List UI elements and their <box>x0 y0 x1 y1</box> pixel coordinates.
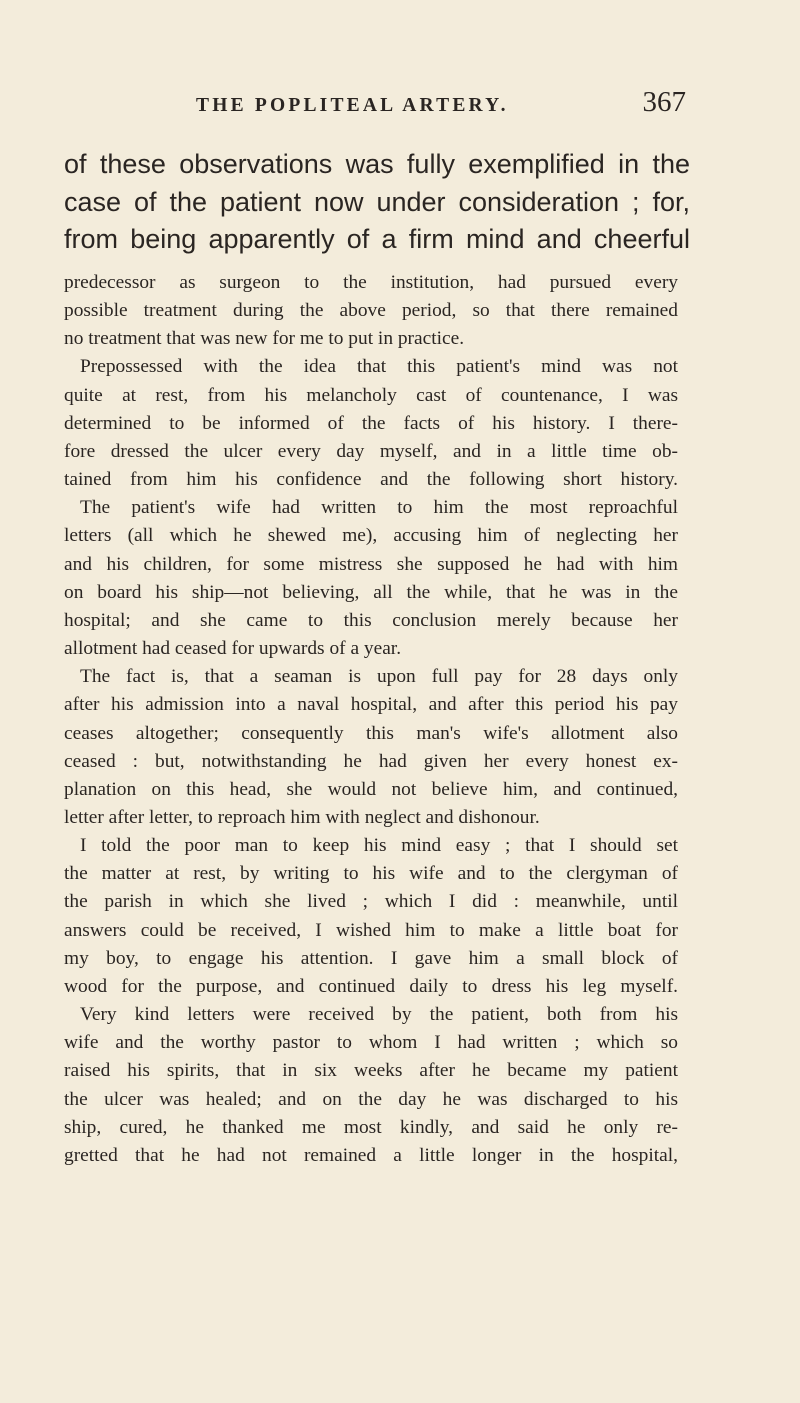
large-type-passage <box>64 146 690 259</box>
text-line: after his admission into a naval hospital, and after this period his pay <box>64 694 678 716</box>
text-line: from being apparently of a firm mind and cheerful <box>64 224 690 254</box>
running-title: THE POPLITEAL ARTERY. <box>196 95 509 116</box>
text-line: wood for the purpose, and continued daily to dress his leg myself. <box>64 975 678 997</box>
text-line: allotment had ceased for upwards of a year. <box>64 638 402 660</box>
text-line: possible treatment during the above period, so that there remained <box>64 300 678 322</box>
text-line: determined to be informed of the facts of his history. I there- <box>64 412 678 434</box>
text-line: Prepossessed with the idea that this patient's mind was not <box>80 356 678 378</box>
text-line: letter after letter, to reproach him with neglect and dishonour. <box>64 806 540 828</box>
text-line: on board his ship—not believing, all the while, that he was in the <box>64 581 678 603</box>
text-line: ceased : but, notwithstanding he had given her every honest ex- <box>64 750 678 772</box>
text-line: the matter at rest, by writing to his wife and to the clergyman of <box>64 863 678 885</box>
text-line: fore dressed the ulcer every day myself, and in a little time ob- <box>64 440 678 462</box>
text-line: raised his spirits, that in six weeks after he became my patient <box>64 1060 678 1082</box>
text-line: letters (all which he shewed me), accusing him of neglecting her <box>64 525 678 547</box>
text-line: ceases altogether; consequently this man's wife's allotment also <box>64 722 678 744</box>
body-text <box>64 269 678 1170</box>
text-line: of these observations was fully exemplified in the <box>64 149 690 179</box>
text-line: I told the poor man to keep his mind easy ; that I should set <box>80 835 678 857</box>
text-line: and his children, for some mistress she supposed he had with him <box>64 553 678 575</box>
text-line: the parish in which she lived ; which I did : meanwhile, until <box>64 891 678 913</box>
text-line: tained from him his confidence and the following short history. <box>64 469 678 491</box>
text-line: wife and the worthy pastor to whom I had written ; which so <box>64 1032 678 1054</box>
text-line: predecessor as surgeon to the institution, had pursued every <box>64 272 678 293</box>
text-line: quite at rest, from his melancholy cast of countenance, I was <box>64 384 678 406</box>
text-line: The patient's wife had written to him the most reproachful <box>80 497 678 519</box>
text-line: The fact is, that a seaman is upon full pay for 28 days only <box>80 666 678 688</box>
text-line: no treatment that was new for me to put in practice. <box>64 328 465 350</box>
running-head <box>196 86 686 119</box>
text-line: case of the patient now under consideration ; for, <box>64 186 690 217</box>
text-line: answers could be received, I wished him to make a little boat for <box>64 919 678 941</box>
page-number: 367 <box>642 86 686 118</box>
text-line: gretted that he had not remained a little longer in the hospital, <box>64 1144 678 1166</box>
text-line: my boy, to engage his attention. I gave him a small block of <box>64 947 678 969</box>
text-line: hospital; and she came to this conclusion merely because her <box>64 609 678 631</box>
text-line: ship, cured, he thanked me most kindly, and said he only re- <box>64 1116 678 1138</box>
text-line: Very kind letters were received by the patient, both from his <box>80 1004 678 1026</box>
text-line: the ulcer was healed; and on the day he was discharged to his <box>64 1088 678 1110</box>
text-line: planation on this head, she would not believe him, and continued, <box>64 778 678 800</box>
